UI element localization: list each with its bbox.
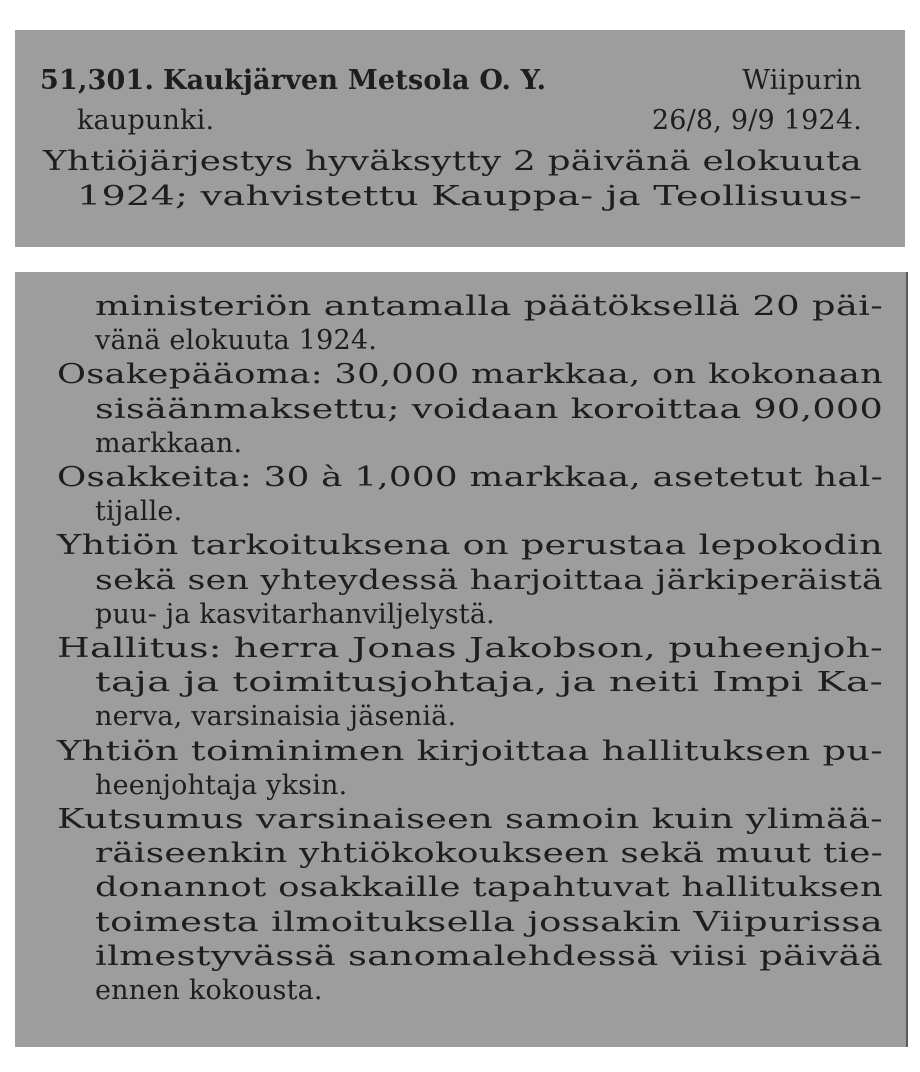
text-line: Osakkeita: 30 à 1,000 markkaa, asetetut hal- bbox=[57, 462, 883, 493]
text-line: vänä elokuuta 1924. bbox=[95, 325, 378, 357]
company-name: Kaukjärven Metsola O. Y. bbox=[162, 65, 547, 96]
text-line: taja ja toimitusjohtaja, ja neiti Impi Ka- bbox=[95, 667, 883, 699]
text-line: heenjohtaja yksin. bbox=[95, 769, 348, 801]
text-line: donannot osakkaille tapahtuvat hallituksen bbox=[95, 872, 883, 904]
text-line: tijalle. bbox=[95, 496, 183, 528]
text-line: nerva, varsinaisia jäseniä. bbox=[95, 701, 457, 733]
city-part1: Wiipurin bbox=[742, 65, 862, 96]
text-line: sekä sen yhteydessä harjoittaa järkiperäistä bbox=[95, 564, 884, 596]
text-line: Hallitus: herra Jonas Jakobson, puheenjoh- bbox=[57, 633, 883, 664]
registration-dates: 26/8, 9/9 1924. bbox=[651, 105, 862, 136]
city-part2: kaupunki. bbox=[77, 105, 215, 136]
clipping-top bbox=[15, 30, 905, 247]
text-line: Yhtiön tarkoituksena on perustaa lepokodin bbox=[57, 530, 883, 562]
text-line: räiseenkin yhtiökokoukseen sekä muut tie- bbox=[95, 838, 883, 870]
text-line: toimesta ilmoituksella jossakin Viipurissa bbox=[95, 906, 883, 938]
text-line: sisäänmaksettu; voidaan koroittaa 90,000 bbox=[95, 393, 883, 425]
text-line: ennen kokousta. bbox=[95, 975, 323, 1006]
clipping-bottom bbox=[15, 272, 908, 1047]
text-line: ministeriön antamalla päätöksellä 20 päi- bbox=[95, 291, 883, 322]
text-line: Kutsumus varsinaiseen samoin kuin ylimää- bbox=[57, 804, 883, 835]
text-line: puu- ja kasvitarhanviljelystä. bbox=[95, 598, 495, 630]
text-line: Osakepääoma: 30,000 markkaa, on kokonaan bbox=[57, 359, 883, 391]
text-line: markkaan. bbox=[95, 427, 243, 459]
text-line: 1924; vahvistettu Kauppa- ja Teollisuus- bbox=[77, 181, 862, 212]
text-line: Yhtiöjärjestys hyväksytty 2 päivänä elokuuta bbox=[43, 146, 862, 177]
text-line: ilmestyvässä sanomalehdessä viisi päivää bbox=[95, 940, 883, 972]
entry-number: 51,301. bbox=[40, 65, 155, 96]
entry-subheading bbox=[77, 106, 862, 136]
entry-heading-left bbox=[40, 66, 546, 96]
entry-heading bbox=[40, 66, 862, 96]
text-line: Yhtiön toiminimen kirjoittaa hallituksen pu- bbox=[57, 735, 883, 767]
